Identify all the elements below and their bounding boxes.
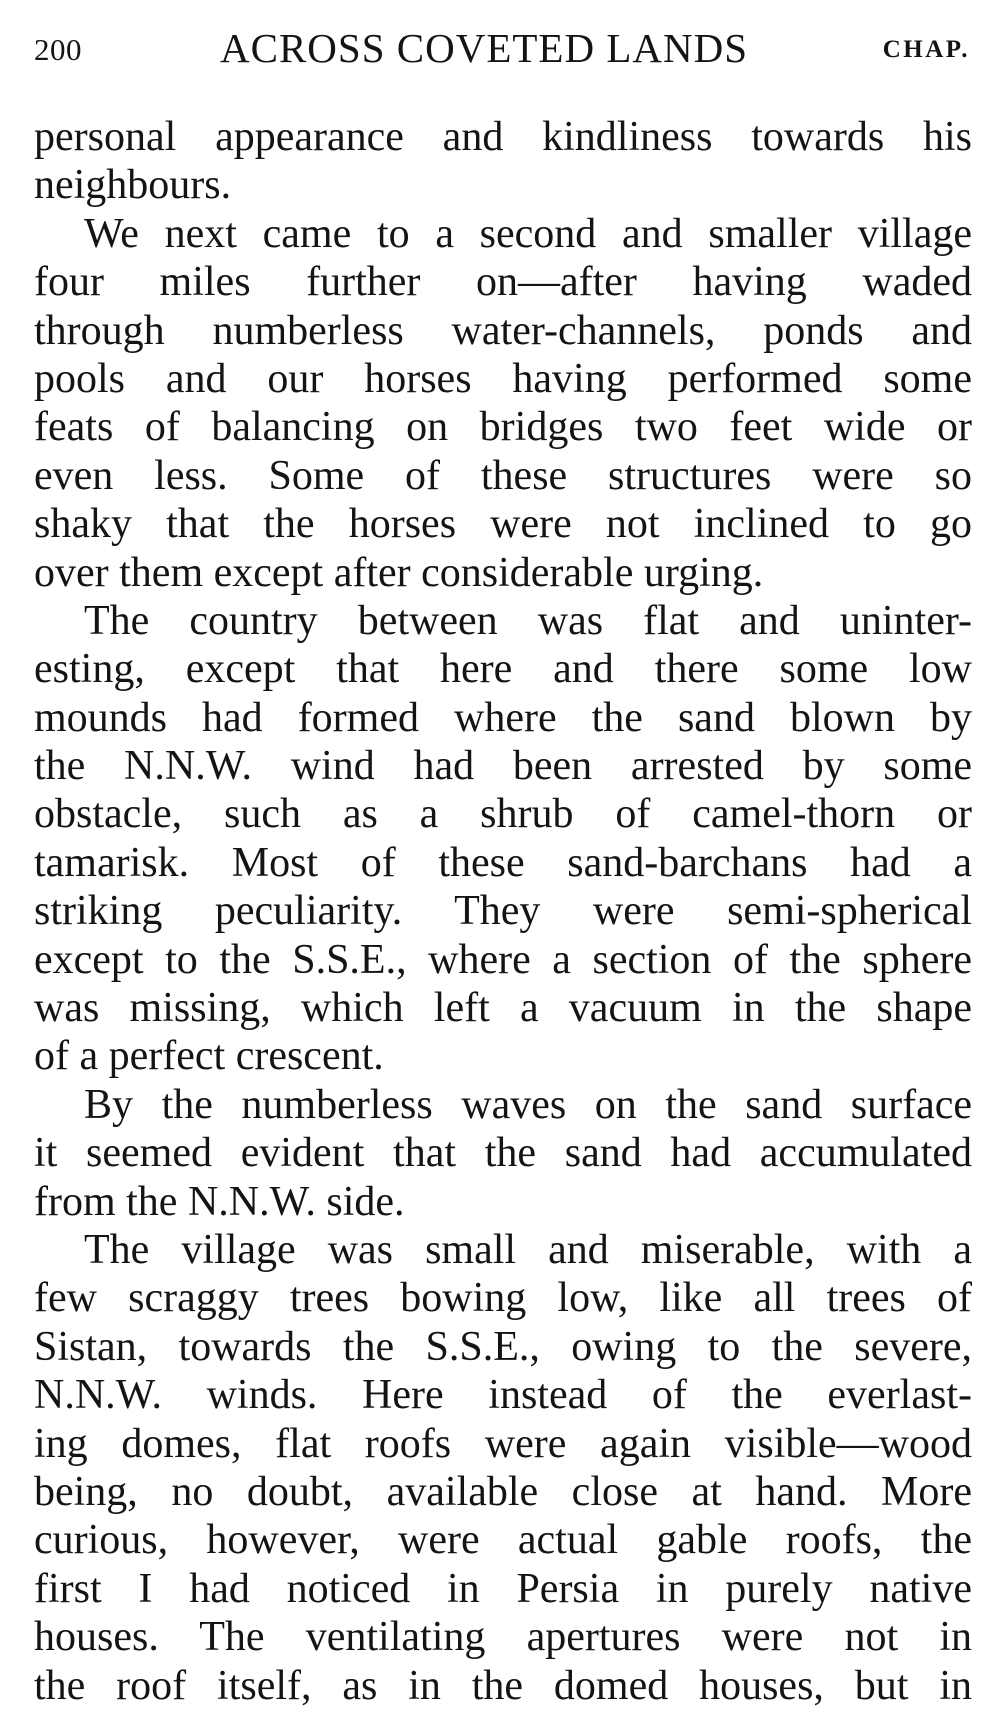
text-line: feats of balancing on bridges two feet wide or xyxy=(34,404,972,451)
text-line: even less. Some of these structures were so xyxy=(34,452,972,499)
text-line: Sistan, towards the S.S.E., owing to the severe, xyxy=(34,1323,972,1370)
text-line: except to the S.S.E., where a section of the sphere xyxy=(34,936,972,983)
text-line: neighbours. xyxy=(34,162,232,209)
text-line: ing domes, flat roofs were again visible—wood xyxy=(34,1420,972,1467)
text-line: was missing, which left a vacuum in the shape xyxy=(34,985,972,1032)
text-line: shaky that the horses were not inclined to go xyxy=(34,501,972,548)
text-line: obstacle, such as a shrub of camel-thorn or xyxy=(34,791,972,838)
text-line: over them except after considerable urging. xyxy=(34,549,764,596)
text-line: the roof itself, as in the domed houses, but in xyxy=(34,1662,972,1709)
text-line: curious, however, were actual gable roofs, the xyxy=(34,1517,972,1564)
chapter-label: CHAP. xyxy=(882,36,970,63)
text-line: through numberless water-channels, ponds and xyxy=(34,307,972,354)
text-line: the N.N.W. wind had been arrested by some xyxy=(34,743,972,790)
text-line: We next came to a second and smaller village xyxy=(84,210,972,257)
text-line: The country between was flat and uninter- xyxy=(84,597,972,644)
text-line: mounds had formed where the sand blown by xyxy=(34,694,972,741)
text-line: houses. The ventilating apertures were not in xyxy=(34,1614,972,1661)
text-line: striking peculiarity. They were semi-spherical xyxy=(34,888,972,935)
text-line: it seemed evident that the sand had accumulated xyxy=(34,1130,972,1177)
text-line: tamarisk. Most of these sand-barchans had a xyxy=(34,839,972,886)
text-line: pools and our horses having performed some xyxy=(34,355,972,402)
text-line: first I had noticed in Persia in purely native xyxy=(34,1565,972,1612)
text-line: esting, except that here and there some low xyxy=(34,646,972,693)
text-line: being, no doubt, available close at hand. More xyxy=(34,1468,972,1515)
text-line: of a perfect crescent. xyxy=(34,1033,384,1080)
body-text xyxy=(34,113,972,1710)
text-line: from the N.N.W. side. xyxy=(34,1178,405,1225)
page-number: 200 xyxy=(34,32,82,67)
text-line: The village was small and miserable, with a xyxy=(84,1226,972,1273)
text-line: N.N.W. winds. Here instead of the everlast- xyxy=(34,1372,972,1419)
running-title: ACROSS COVETED LANDS xyxy=(220,25,748,71)
text-line: few scraggy trees bowing low, like all trees of xyxy=(34,1275,972,1322)
running-head xyxy=(34,18,970,78)
text-line: personal appearance and kindliness towards his xyxy=(34,114,972,160)
text-line: By the numberless waves on the sand surface xyxy=(84,1081,972,1128)
text-line: four miles further on—after having waded xyxy=(34,259,972,306)
